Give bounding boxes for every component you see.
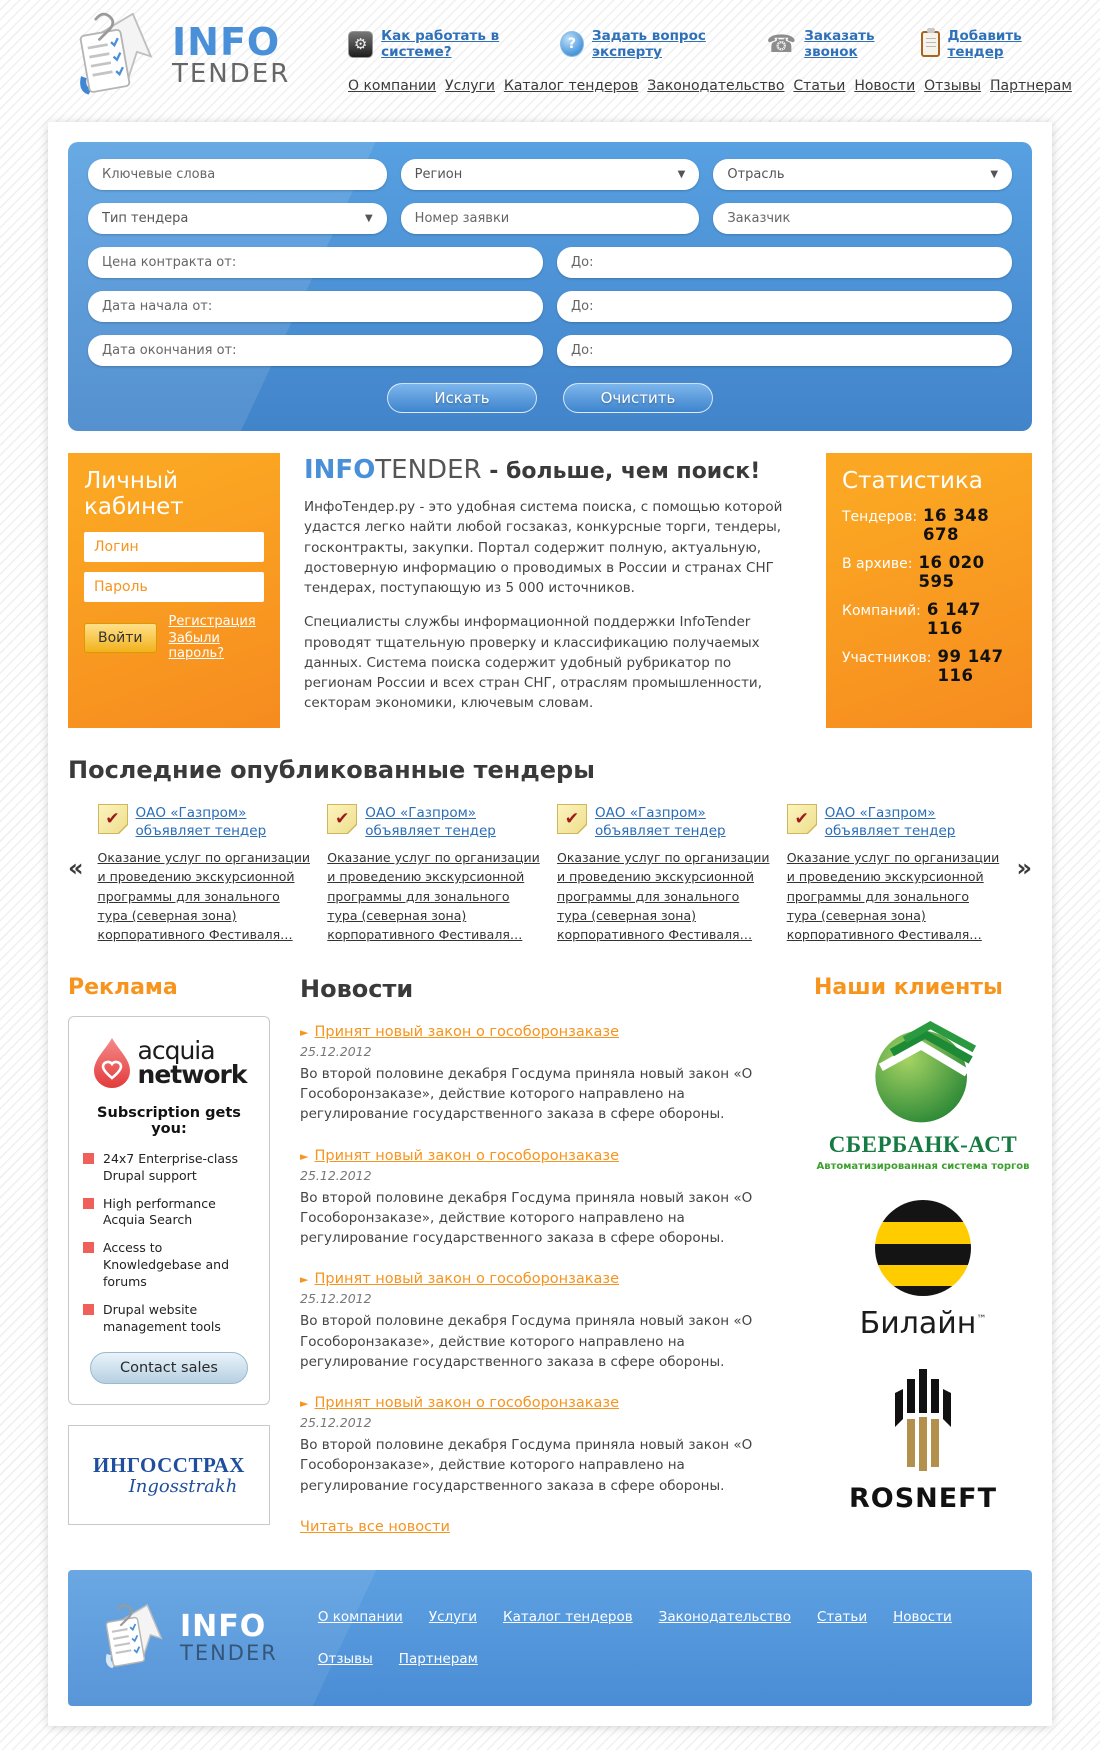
tender-note-icon: ✔ bbox=[787, 804, 817, 834]
login-button[interactable]: Войти bbox=[84, 623, 157, 653]
ingosstrakh-logo-en: Ingosstrakh bbox=[128, 1475, 238, 1497]
site-footer bbox=[68, 1570, 1032, 1706]
order-call bbox=[766, 28, 920, 60]
acquia-bullet: Drupal website management tools bbox=[81, 1302, 257, 1336]
nav-services[interactable]: Услуги bbox=[445, 78, 495, 94]
ads-column bbox=[68, 975, 270, 1540]
region-select[interactable]: Регион ▼ bbox=[401, 159, 700, 190]
news-item-text: Во второй половине декабря Госдума приняла новый закон «О Гособоронзаказе», действие которого направлено на регулирование государственного заказа в сфере обороны. bbox=[300, 1437, 753, 1494]
chevron-down-icon: ▼ bbox=[364, 213, 373, 224]
nav-catalog[interactable]: Каталог тендеров bbox=[503, 78, 639, 94]
carousel-next-arrow[interactable]: » bbox=[1016, 853, 1032, 882]
nav-news[interactable]: Новости bbox=[854, 78, 916, 94]
clear-button[interactable]: Очистить bbox=[563, 383, 713, 413]
price-to-input[interactable] bbox=[557, 247, 1012, 278]
about-paragraph-2: Специалисты службы информационной поддержки InfoTender проводят тщательную проверку и классификацию получаемых данных. Система поиска содержит удобный рубрикатор по регионам России и всех стран СНГ, отраслям промышленности, секторам экономики, ключевым словам. bbox=[304, 614, 762, 712]
beeline-logo-icon bbox=[873, 1198, 973, 1298]
ask-expert-link[interactable]: Задать вопрос эксперту bbox=[592, 28, 706, 60]
beeline-name: Билайн™ bbox=[859, 1305, 987, 1341]
news-item-link[interactable]: ► Принят новый закон о гособоронзаказе bbox=[300, 1147, 620, 1164]
tender-note-icon: ✔ bbox=[98, 804, 128, 834]
footer-nav-legislation[interactable]: Законодательство bbox=[658, 1608, 791, 1625]
tender-title-link[interactable]: ОАО «Газпром» объявляет тендер bbox=[365, 804, 496, 839]
forgot-password-link[interactable]: Забыли пароль? bbox=[168, 631, 225, 661]
news-item bbox=[300, 1268, 784, 1372]
about-paragraph-1: ИнфоТендер.ру - это удобная система поиска, с помощью которой удастся легко найти любой госзаказ, конкурсные торги, тендеры, госконтракты, закупки. Портал содержит полную, актуальную, достоверную информацию о проводимых в России и странах СНГ тендерах, поступающую из 5 000 источников. bbox=[304, 499, 783, 596]
login-input[interactable] bbox=[84, 532, 264, 562]
news-arrow-icon: ► bbox=[300, 1397, 309, 1411]
news-item-link[interactable]: ► Принят новый закон о гособоронзаказе bbox=[300, 1271, 620, 1288]
price-from-input[interactable] bbox=[88, 247, 543, 278]
footer-logo[interactable] bbox=[98, 1602, 278, 1674]
news-item-text: Во второй половине декабря Госдума приняла новый закон «О Гособоронзаказе», действие которого направлено на регулирование государственного заказа в сфере обороны. bbox=[300, 1189, 753, 1247]
utility-links bbox=[348, 28, 1072, 60]
acquia-bullet: Access to Knowledgebase and forums bbox=[81, 1240, 257, 1291]
tender-card bbox=[787, 804, 1003, 945]
date-end-to-input[interactable] bbox=[557, 335, 1012, 366]
how-it-works-link[interactable]: Как работать в системе? bbox=[381, 28, 500, 60]
main-nav bbox=[348, 78, 1072, 94]
order-call-link[interactable]: Заказать звонок bbox=[804, 28, 875, 60]
acquia-ad[interactable] bbox=[68, 1016, 270, 1405]
acquia-brand-line1: acquia bbox=[137, 1036, 215, 1066]
how-it-works bbox=[348, 28, 560, 60]
add-tender-link[interactable]: Добавить тендер bbox=[947, 28, 1022, 60]
tender-description-link[interactable]: Оказание услуг по организации и проведению экскурсионной программы для зонального тура (северная зона) корпоративного Фестиваля… bbox=[786, 849, 1000, 943]
clients-column bbox=[814, 975, 1032, 1540]
sberbank-subtitle: Автоматизированная система торгов bbox=[816, 1160, 1030, 1172]
nav-partners[interactable]: Партнерам bbox=[989, 78, 1072, 94]
client-sberbank bbox=[817, 1016, 1030, 1172]
acquia-brand-line2: network bbox=[137, 1059, 247, 1089]
news-item-link[interactable]: ► Принят новый закон о гособоронзаказе bbox=[300, 1023, 620, 1040]
nav-about[interactable]: О компании bbox=[348, 78, 437, 94]
rosneft-name: ROSNEFT bbox=[848, 1482, 998, 1514]
sberbank-logo-icon bbox=[868, 1016, 978, 1126]
news-item-text: Во второй половине декабря Госдума приняла новый закон «О Гособоронзаказе», действие которого направлено на регулирование государственного заказа в сфере обороны. bbox=[300, 1065, 753, 1123]
footer-nav-catalog[interactable]: Каталог тендеров bbox=[502, 1608, 633, 1625]
nav-articles[interactable]: Статьи bbox=[793, 78, 846, 94]
sberbank-name: СБЕРБАНК-АСТ bbox=[828, 1131, 1018, 1157]
footer-nav bbox=[318, 1609, 1002, 1667]
tender-title-link[interactable]: ОАО «Газпром» объявляет тендер bbox=[594, 804, 726, 839]
content-card bbox=[48, 122, 1052, 1726]
ads-title: Реклама bbox=[68, 974, 178, 1000]
news-arrow-icon: ► bbox=[300, 1149, 309, 1163]
beeline-tm: ™ bbox=[976, 1313, 987, 1325]
stat-archive: В архиве: 16 020 595 bbox=[842, 553, 985, 591]
tender-card bbox=[98, 804, 314, 945]
footer-logo-word-info: INFO bbox=[180, 1608, 267, 1644]
gears-icon: ⚙ bbox=[348, 31, 373, 58]
customer-input[interactable] bbox=[713, 203, 1012, 234]
acquia-bullet-list bbox=[81, 1151, 257, 1336]
site-header bbox=[48, 0, 1072, 122]
ingosstrakh-logo-ru: ИНГОССТРАХ bbox=[93, 1452, 245, 1477]
stat-companies: Компаний: 6 147 116 bbox=[842, 600, 982, 638]
statistics-title: Статистика bbox=[842, 468, 983, 494]
contact-sales-button[interactable]: Contact sales bbox=[90, 1352, 248, 1384]
question-icon: ? bbox=[560, 31, 584, 57]
news-arrow-icon: ► bbox=[300, 1273, 309, 1287]
chevron-down-icon: ▼ bbox=[677, 169, 686, 180]
phone-icon: ☎ bbox=[766, 30, 797, 58]
site-logo[interactable] bbox=[70, 10, 290, 102]
tender-type-select[interactable]: Тип тендера ▼ bbox=[88, 203, 387, 234]
news-item-link[interactable]: ► Принят новый закон о гособоронзаказе bbox=[300, 1395, 620, 1412]
clients-title: Наши клиенты bbox=[814, 974, 1003, 1000]
read-all-news-link[interactable]: Читать все новости bbox=[300, 1518, 450, 1535]
footer-nav-reviews[interactable]: Отзывы bbox=[317, 1650, 373, 1667]
search-button[interactable]: Искать bbox=[387, 383, 537, 413]
client-rosneft bbox=[849, 1367, 997, 1514]
logo-word-tender: TENDER bbox=[172, 59, 291, 90]
latest-tenders-title: Последние опубликованные тендеры bbox=[68, 755, 595, 784]
date-start-to-input[interactable] bbox=[557, 291, 1012, 322]
footer-nav-news[interactable]: Новости bbox=[893, 1608, 952, 1625]
news-item-text: Во второй половине декабря Госдума приняла новый закон «О Гособоронзаказе», действие которого направлено на регулирование государственного заказа в сфере обороны. bbox=[300, 1313, 753, 1370]
application-number-input[interactable] bbox=[401, 203, 700, 234]
personal-cabinet-panel bbox=[68, 453, 280, 728]
footer-nav-partners[interactable]: Партнерам bbox=[398, 1650, 478, 1667]
clipboard-icon bbox=[921, 31, 940, 57]
chevron-down-icon: ▼ bbox=[990, 169, 999, 180]
tender-note-icon: ✔ bbox=[327, 804, 357, 834]
news-item bbox=[300, 1392, 784, 1496]
ingosstrakh-ad[interactable] bbox=[68, 1425, 270, 1525]
news-item-date: 25.12.2012 bbox=[300, 1043, 372, 1059]
news-item-date: 25.12.2012 bbox=[300, 1291, 372, 1307]
tender-title-link[interactable]: ОАО «Газпром» объявляет тендер bbox=[824, 804, 956, 839]
stat-participants: Участников: 99 147 116 bbox=[842, 647, 1004, 685]
ask-expert bbox=[560, 28, 767, 60]
tender-card bbox=[327, 804, 543, 945]
carousel-prev-arrow[interactable]: « bbox=[68, 853, 84, 882]
rosneft-logo-icon bbox=[873, 1367, 973, 1477]
logo-word-info: INFO bbox=[172, 20, 281, 65]
infotender-logo-icon bbox=[98, 1602, 170, 1674]
register-link[interactable]: Регистрация bbox=[168, 614, 256, 629]
password-input[interactable] bbox=[84, 572, 264, 602]
nav-legislation[interactable]: Законодательство bbox=[647, 78, 785, 94]
date-start-from-input[interactable] bbox=[88, 291, 543, 322]
acquia-droplet-icon bbox=[92, 1037, 132, 1089]
keywords-input[interactable] bbox=[88, 159, 387, 190]
news-title: Новости bbox=[300, 974, 414, 1003]
acquia-bullet: High performance Acquia Search bbox=[81, 1196, 257, 1230]
tender-search-panel bbox=[68, 142, 1032, 431]
news-item-date: 25.12.2012 bbox=[300, 1415, 372, 1431]
news-column bbox=[300, 975, 784, 1540]
footer-nav-articles[interactable]: Статьи bbox=[816, 1608, 868, 1625]
footer-nav-about[interactable]: О компании bbox=[317, 1608, 403, 1625]
tender-note-icon: ✔ bbox=[557, 804, 587, 834]
about-section bbox=[304, 453, 802, 728]
tender-description-link[interactable]: Оказание услуг по организации и проведению экскурсионной программы для зонального тура (северная зона) корпоративного Фестиваля… bbox=[327, 849, 540, 943]
acquia-heading: Subscription gets you: bbox=[97, 1104, 241, 1137]
stat-tenders: Тендеров: 16 348 678 bbox=[842, 506, 990, 544]
about-title: INFOTENDER - больше, чем поиск! bbox=[304, 455, 761, 485]
add-tender bbox=[921, 28, 1072, 60]
latest-tenders-section bbox=[68, 756, 1032, 945]
acquia-bullet: 24x7 Enterprise-class Drupal support bbox=[81, 1151, 257, 1185]
infotender-logo-icon bbox=[70, 10, 162, 102]
statistics-panel bbox=[826, 453, 1032, 728]
footer-logo-word-tender: TENDER bbox=[180, 1640, 278, 1665]
news-arrow-icon: ► bbox=[300, 1025, 309, 1039]
cabinet-title: Личный кабинет bbox=[84, 468, 184, 520]
industry-select[interactable]: Отрасль ▼ bbox=[713, 159, 1012, 190]
tender-title-link[interactable]: ОАО «Газпром» объявляет тендер bbox=[135, 804, 267, 839]
tender-description-link[interactable]: Оказание услуг по организации и проведению экскурсионной программы для зонального тура (северная зона) корпоративного Фестиваля… bbox=[97, 849, 310, 943]
client-beeline bbox=[860, 1198, 987, 1341]
footer-nav-services[interactable]: Услуги bbox=[428, 1608, 477, 1625]
news-item bbox=[300, 1021, 784, 1125]
tender-description-link[interactable]: Оказание услуг по организации и проведению экскурсионной программы для зонального тура (северная зона) корпоративного Фестиваля… bbox=[556, 849, 770, 943]
news-item bbox=[300, 1145, 784, 1249]
tender-card bbox=[557, 804, 773, 945]
news-item-date: 25.12.2012 bbox=[300, 1167, 372, 1183]
nav-reviews[interactable]: Отзывы bbox=[924, 78, 982, 94]
date-end-from-input[interactable] bbox=[88, 335, 543, 366]
